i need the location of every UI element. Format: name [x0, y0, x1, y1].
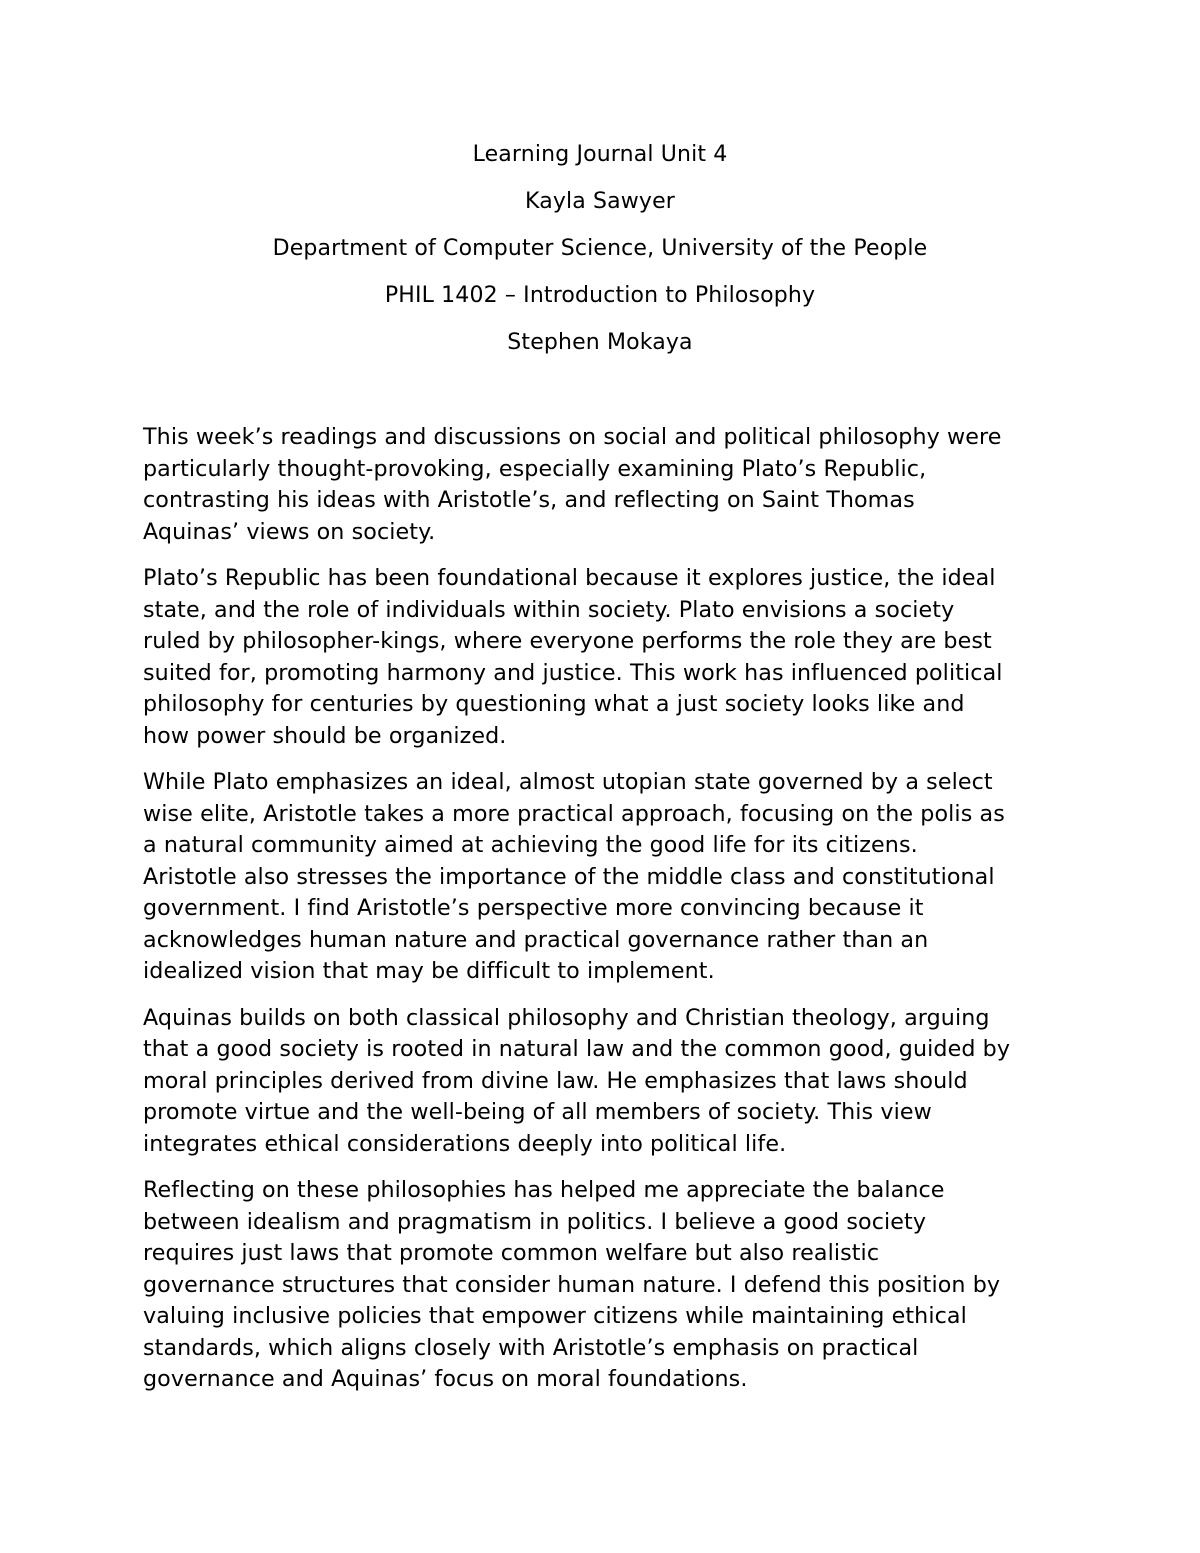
text-line: Aristotle also stresses the importance of the middle class and constitutional	[143, 863, 995, 890]
text-line: that a good society is rooted in natural law and the common good, guided by	[143, 1036, 1011, 1062]
text-line: how power should be organized.	[143, 722, 507, 749]
text-line: acknowledges human nature and practical governance rather than an	[143, 926, 929, 953]
paragraph-aquinas	[143, 1003, 1068, 1161]
paragraph-plato	[143, 563, 1068, 752]
text-line: government. I find Aristotle’s perspective more convincing because it	[143, 895, 924, 921]
text-line: Aquinas’ views on society.	[143, 518, 436, 545]
course-line: PHIL 1402 – Introduction to Philosophy	[384, 283, 816, 308]
text-line: This week’s readings and discussions on social and political philosophy were	[143, 424, 1002, 450]
text-line: philosophy for centuries by questioning what a just society looks like and	[143, 691, 965, 717]
text-line: particularly thought-provoking, especially examining Plato’s Republic,	[143, 455, 927, 482]
department-line: Department of Computer Science, University of the People	[272, 236, 928, 261]
text-line: promote virtue and the well-being of all members of society. This view	[143, 1099, 932, 1125]
author-name: Kayla Sawyer	[525, 189, 675, 214]
body-text	[143, 422, 1068, 1411]
text-line: requires just laws that promote common welfare but also realistic	[143, 1240, 880, 1266]
paragraph-intro	[143, 422, 1068, 548]
title-block	[0, 140, 1200, 375]
text-line: Reflecting on these philosophies has helped me appreciate the balance	[143, 1177, 945, 1203]
text-line: Plato’s Republic has been foundational because it explores justice, the ideal	[143, 565, 996, 591]
text-line: standards, which aligns closely with Aristotle’s emphasis on practical	[143, 1334, 919, 1361]
text-line: a natural community aimed at achieving the good life for its citizens.	[143, 832, 918, 858]
text-line: valuing inclusive policies that empower citizens while maintaining ethical	[143, 1303, 967, 1329]
paragraph-reflection	[143, 1175, 1068, 1396]
text-line: idealized vision that may be difficult to implement.	[143, 958, 715, 984]
instructor-name: Stephen Mokaya	[507, 330, 693, 355]
text-line: suited for, promoting harmony and justice. This work has influenced political	[143, 659, 1003, 686]
text-line: integrates ethical considerations deeply into political life.	[143, 1130, 787, 1157]
text-line: state, and the role of individuals within society. Plato envisions a society	[143, 596, 955, 623]
text-line: While Plato emphasizes an ideal, almost utopian state governed by a select	[143, 769, 993, 795]
document-title: Learning Journal Unit 4	[472, 142, 728, 167]
paragraph-aristotle	[143, 767, 1068, 988]
text-line: wise elite, Aristotle takes a more practical approach, focusing on the polis as	[143, 800, 1005, 827]
text-line: Aquinas builds on both classical philosophy and Christian theology, arguing	[143, 1004, 990, 1031]
text-line: ruled by philosopher-kings, where everyone performs the role they are best	[143, 628, 992, 654]
text-line: between idealism and pragmatism in politics. I believe a good society	[143, 1208, 927, 1235]
text-line: governance and Aquinas’ focus on moral foundations.	[143, 1366, 748, 1392]
text-line: contrasting his ideas with Aristotle’s, and reflecting on Saint Thomas	[143, 487, 915, 513]
text-line: governance structures that consider human nature. I defend this position by	[143, 1271, 1001, 1298]
text-line: moral principles derived from divine law. He emphasizes that laws should	[143, 1067, 968, 1094]
